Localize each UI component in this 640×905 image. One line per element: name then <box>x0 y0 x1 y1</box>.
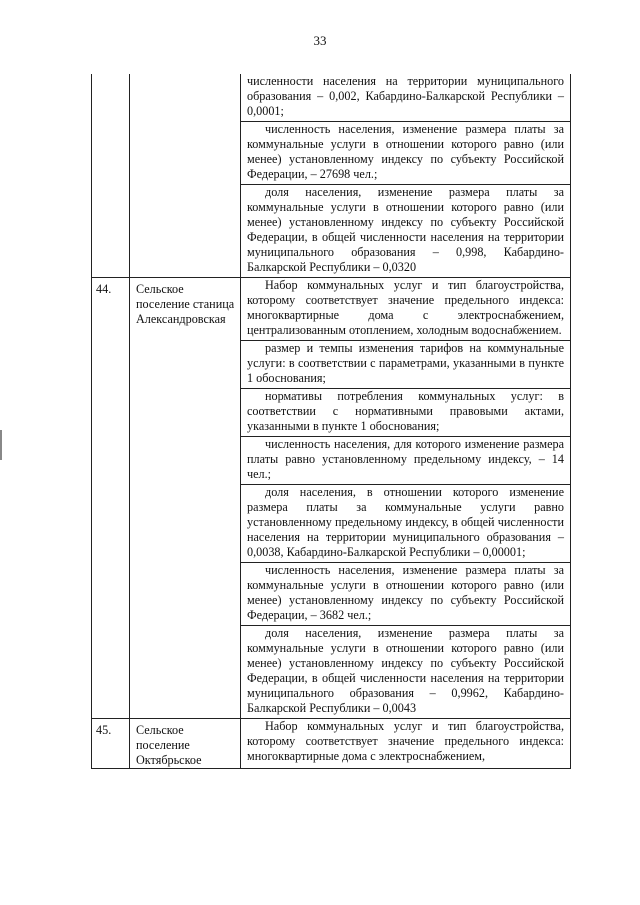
row-number: 44. <box>92 278 130 719</box>
paragraph: доля населения, изменение размера платы за коммунальные услуги в отношении которого равно (или менее) установленному индексу по субъекту Российской Федерации, в общей численности населения на территории муниципального образования – 0,998, Кабардино-Балкарской Республики – 0,0320 <box>241 184 570 277</box>
scan-edge-mark <box>0 430 2 460</box>
table-row <box>92 719 571 769</box>
municipality-name: Сельское поселение станица Александровская <box>130 278 241 719</box>
paragraph: численность населения, изменение размера платы за коммунальные услуги в отношении которого равно (или менее) установленному индексу по субъекту Российской Федерации, – 27698 чел.; <box>241 121 570 184</box>
row-description <box>241 278 571 719</box>
page-number: 33 <box>313 33 327 48</box>
paragraph: численность населения, для которого изменение размера платы равно установленному предельному индексу, – 14 чел.; <box>241 436 570 484</box>
table-row <box>92 74 571 278</box>
table-row <box>92 278 571 719</box>
paragraph: доля населения, в отношении которого изменение размера платы за коммунальные услуги равно установленному предельному индексу, в общей численности населения на территории муниципального образования – 0,0038, Кабардино-Балкарской Республики – 0,00001; <box>241 484 570 562</box>
municipality-name <box>130 74 241 278</box>
row-description <box>241 719 571 769</box>
paragraph: численность населения, изменение размера платы за коммунальные услуги в отношении которого равно (или менее) установленному индексу по субъекту Российской Федерации, – 3682 чел.; <box>241 562 570 625</box>
paragraph: Набор коммунальных услуг и тип благоустройства, которому соответствует значение предельного индекса: многоквартирные дома с электроснабжением, <box>247 719 564 763</box>
paragraph: размер и темпы изменения тарифов на коммунальные услуги: в соответствии с параметрами, указанными в пункте 1 обоснования; <box>241 340 570 388</box>
paragraph: численности населения на территории муниципального образования – 0,002, Кабардино-Балкарской Республики – 0,0001; <box>247 74 564 118</box>
municipal-index-table <box>91 74 571 769</box>
row-number <box>92 74 130 278</box>
row-number: 45. <box>92 719 130 769</box>
municipality-name: Сельское поселение Октябрьское <box>130 719 241 769</box>
row-description <box>241 74 571 278</box>
paragraph: Набор коммунальных услуг и тип благоустройства, которому соответствует значение предельного индекса: многоквартирные дома с электроснабжением, централизованным отоплением, холодным водоснабжением. <box>247 278 564 337</box>
paragraph: доля населения, изменение размера платы за коммунальные услуги в отношении которого равно (или менее) установленному индексу по субъекту Российской Федерации, в общей численности населения на территории муниципального образования – 0,9962, Кабардино-Балкарской Республики – 0,0043 <box>241 625 570 718</box>
paragraph: нормативы потребления коммунальных услуг: в соответствии с нормативными правовыми актами, указанными в пункте 1 обоснования; <box>241 388 570 436</box>
